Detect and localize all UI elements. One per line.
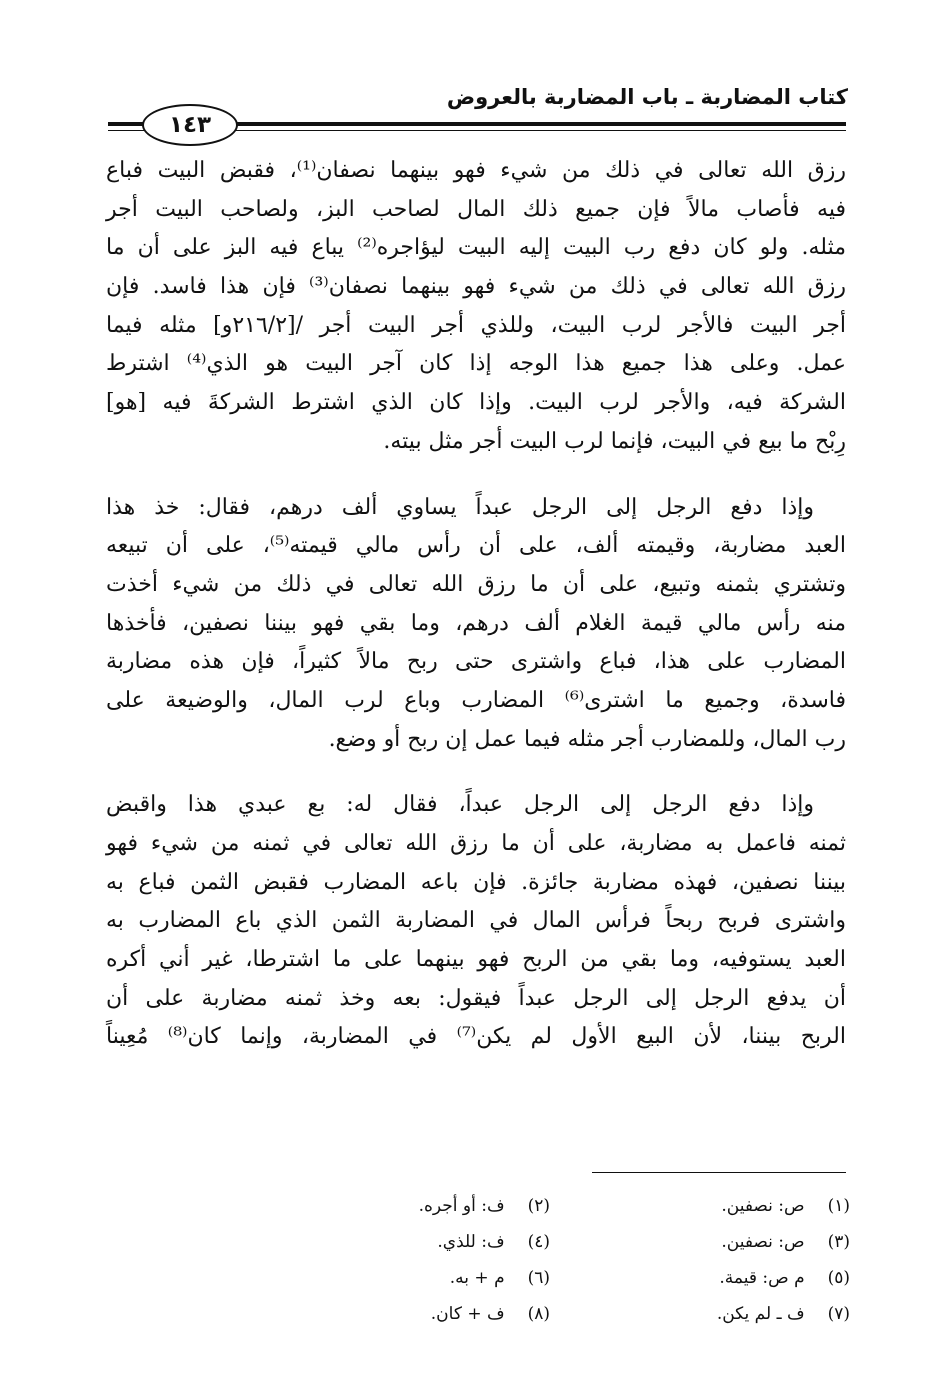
text-line: الشركة فيه، والأجر لرب البيت. وإذا كان الذي اشترط الشركةَ فيه [هو] — [106, 390, 846, 416]
text-line: أن يدفع الرجل إلى الرجل عبداً فيقول: بعه وخذ ثمنه مضاربة على أن — [106, 985, 846, 1011]
text-line: الربح بيننا، لأن البيع الأول لم يكن⁽⁷⁾ في المضاربة، وإنما كان⁽⁸⁾ مُعِيناً — [106, 1024, 846, 1050]
footnote-2: (٢) ف: أو أجره. — [418, 1196, 550, 1216]
text-line: رِبْح ما بيع في البيت، فإنما لرب البيت أجر مثل بيته. — [383, 428, 846, 454]
text-line: وتشتري بثمنه وتبيع، على أن ما رزق الله تعالى في ذلك من شيء أخذت — [106, 571, 846, 597]
text-line: رزق الله تعالى في ذلك من شيء فهو بينهما نصفان⁽¹⁾، فقبض البيت فباع — [106, 158, 846, 183]
text-line: وإذا دفع الرجل إلى الرجل عبداً يساوي ألف درهم، فقال: خذ هذا — [106, 494, 814, 520]
text-line: مثله. ولو كان دفع رب البيت إليه البيت ليؤاجره⁽²⁾ يباع فيه البز على أن ما — [106, 235, 847, 261]
footnotes — [250, 1188, 850, 1332]
footnote-5: (٥) م ص: قيمة. — [719, 1268, 850, 1288]
paragraph-1 — [106, 152, 846, 462]
text-line: عمل. وعلى هذا جميع هذا الوجه إذا كان آجر البيت هو الذي⁽⁴⁾ اشترط — [106, 351, 846, 377]
text-line: العبد يستوفيه، وما بقي من الربح فهو بينهما على ما اشترطا، غير أني أكره — [106, 947, 846, 973]
text-line: أجر البيت فالأجر لرب البيت، وللذي أجر البيت أجر /[٢١٦/٢و] مثله فيما — [106, 312, 846, 338]
text-line: منه رأس مالي قيمة الغلام ألف درهم، وما بقي فهو بيننا نصفين، فأخذها — [106, 610, 846, 636]
footnote-4: (٤) ف: للذي. — [437, 1232, 550, 1252]
text-line: رب المال، وللمضارب أجر مثله فيما عمل إن ربح أو وضع. — [328, 726, 846, 752]
page-number: ١٤٣ — [142, 104, 238, 146]
text-line: المضارب على هذا، فباع واشترى حتى ربح مالاً كثيراً، فإن هذه مضاربة — [106, 649, 846, 675]
footnote-6: (٦) م + به. — [449, 1268, 550, 1288]
footnote-1: (١) ص: نصفين. — [721, 1196, 850, 1216]
footnote-3: (٣) ص: نصفين. — [721, 1232, 850, 1252]
footnote-7: (٧) ف ـ لم يكن. — [716, 1304, 850, 1324]
text-line: العبد مضاربة، وقيمته ألف، على أن رأس مالي قيمته⁽⁵⁾، على أن تبيعه — [106, 533, 846, 559]
text-line: فيه فأصاب مالاً فإن جميع ذلك المال لصاحب البز، ولصاحب البيت أجر — [106, 196, 846, 222]
text-line: بيننا نصفين، فهذه مضاربة جائزة. فإن باعه المضارب فقبض الثمن فباع به — [106, 869, 846, 895]
footnote-rule — [592, 1172, 846, 1173]
text-line: رزق الله تعالى في ذلك من شيء فهو بينهما نصفان⁽³⁾ فإن هذا فاسد. فإن — [106, 274, 847, 300]
footnote-8: (٨) ف + كان. — [430, 1304, 550, 1324]
paragraph-3 — [106, 786, 846, 1057]
paragraph-2 — [106, 489, 846, 760]
text-line: وإذا دفع الرجل إلى الرجل عبداً، فقال له: بع عبدي هذا واقبض — [106, 792, 814, 818]
text-line: فاسدة، وجميع ما اشترى⁽⁶⁾ المضارب وباع لرب المال، والوضيعة على — [106, 687, 847, 713]
running-title: كتاب المضاربة ـ باب المضاربة بالعروض — [446, 85, 848, 109]
text-line: ثمنه فاعمل به مضاربة، على أن ما رزق الله تعالى في ثمنه من شيء فهو — [106, 831, 846, 856]
text-line: واشترى فربح ربحاً فرأس المال في المضاربة الثمن الذي باع المضارب به — [106, 908, 846, 934]
body-text — [106, 152, 846, 1057]
